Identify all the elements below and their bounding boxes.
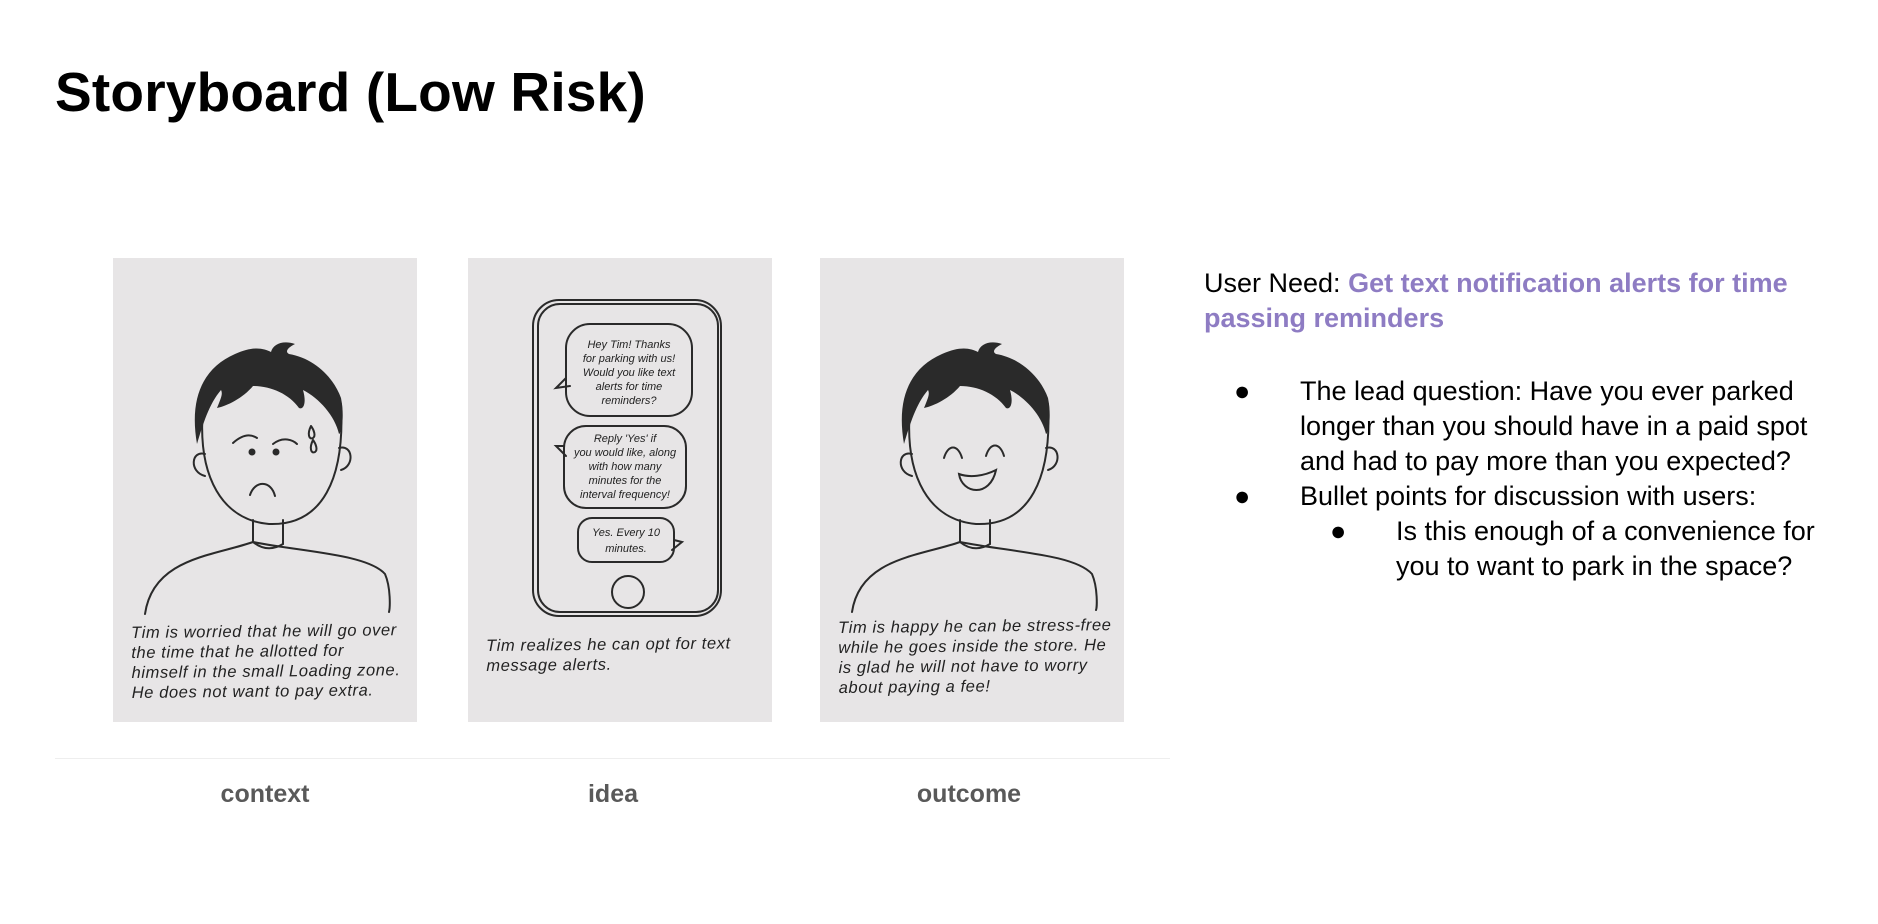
user-need-highlight: Get text notification alerts for time passing reminders — [1204, 268, 1788, 333]
bullet-text: The lead question: Have you ever parked longer than you should have in a paid spot and had to pay more than you expected? — [1300, 376, 1808, 476]
storyboard-panel-idea — [468, 258, 772, 722]
svg-text:minutes for the: minutes for the — [588, 475, 662, 487]
svg-text:with how many: with how many — [588, 461, 662, 473]
user-need-prefix: User Need: — [1204, 268, 1349, 298]
panel-label-outcome: outcome — [916, 780, 1022, 808]
bullet-glyph: ● — [1234, 376, 1251, 406]
storyboard-panel-context — [113, 258, 417, 722]
bullet-item — [1204, 374, 1834, 479]
user-need — [1204, 266, 1804, 336]
bullet-text: Bullet points for discussion with users: — [1300, 481, 1757, 511]
storyboard-panel-outcome — [820, 258, 1124, 722]
discussion-bullets — [1204, 374, 1834, 584]
panel-label-context: context — [220, 780, 310, 808]
sub-bullet-item — [1300, 514, 1834, 584]
sub-bullets — [1300, 514, 1834, 584]
svg-text:you would like, along: you would like, along — [573, 447, 677, 459]
svg-text:Hey Tim! Thanks: Hey Tim! Thanks — [587, 339, 671, 351]
svg-text:minutes.: minutes. — [605, 543, 647, 555]
slide-title: Storyboard (Low Risk) — [55, 61, 646, 123]
svg-text:for parking with us!: for parking with us! — [582, 353, 676, 365]
svg-text:reminders?: reminders? — [601, 395, 657, 407]
panel-caption: Tim realizes he can opt for text message alerts. — [486, 634, 731, 675]
svg-text:interval frequency!: interval frequency! — [580, 489, 670, 501]
bullet-item — [1204, 479, 1834, 584]
panel-caption: Tim is happy he can be stress-free while he goes inside the store. He is glad he will not have to worry about paying a fee! — [838, 616, 1112, 697]
svg-text:Would you like text: Would you like text — [582, 367, 676, 379]
bullet-glyph: ● — [1234, 481, 1251, 511]
panel-caption: Tim is worried that he will go over the time that he allotted for himself in the small Loading zone. He does not want to pay extra. — [131, 621, 401, 702]
svg-text:alerts for time: alerts for time — [595, 381, 663, 393]
svg-text:Yes. Every 10: Yes. Every 10 — [592, 527, 660, 539]
panel-label-idea: idea — [587, 780, 639, 808]
bullet-glyph: ● — [1330, 516, 1347, 546]
svg-text:Reply 'Yes' if: Reply 'Yes' if — [593, 433, 657, 445]
panel-divider — [55, 758, 1170, 759]
sub-bullet-text: Is this enough of a convenience for you to want to park in the space? — [1396, 516, 1815, 581]
